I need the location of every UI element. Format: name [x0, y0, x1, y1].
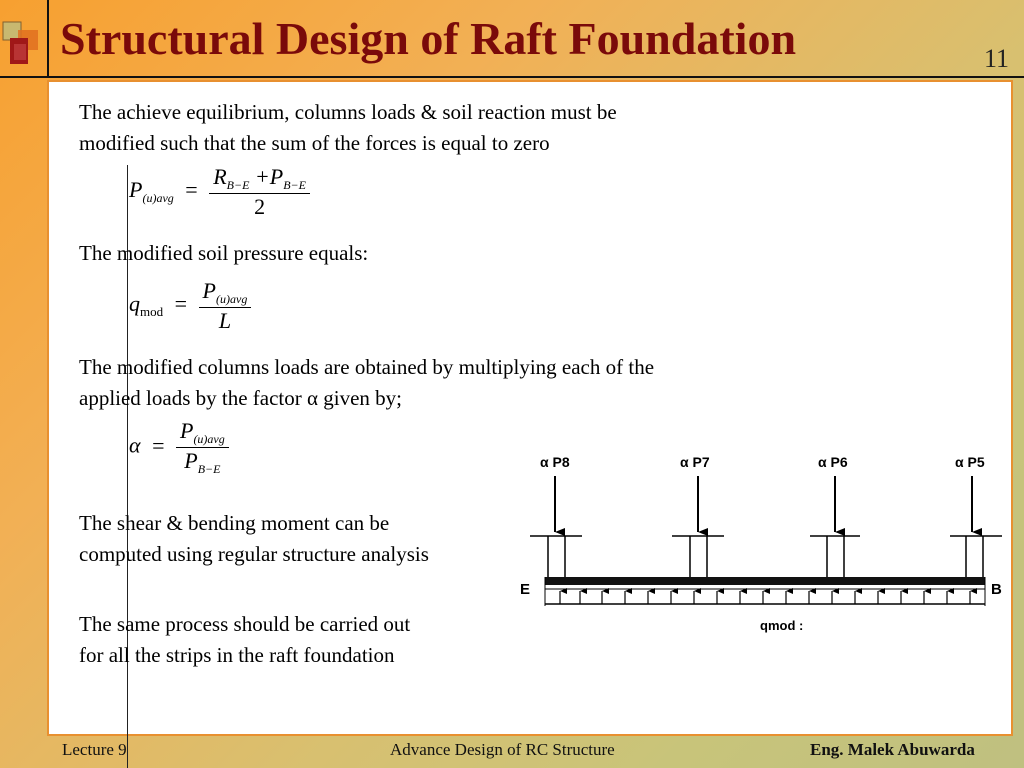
header-divider-horizontal: [0, 76, 1024, 78]
load-label: α P7: [680, 454, 710, 470]
footer-lecture: Lecture 9: [62, 740, 127, 759]
eq-symbol: P: [184, 448, 198, 473]
eq-symbol: P: [129, 177, 143, 203]
load-label: α P8: [540, 454, 570, 470]
eq-subscript: B−E: [226, 178, 250, 192]
eq-numerator: [199, 278, 252, 308]
eq-subscript: (u)avg: [216, 292, 248, 306]
eq-numerator: [176, 418, 229, 448]
equation-alpha: [129, 418, 229, 477]
eq-symbol: α: [129, 432, 141, 458]
load-label: α P6: [818, 454, 848, 470]
beam: [545, 577, 985, 585]
eq-denominator: [199, 308, 252, 334]
slide-number: 11: [984, 44, 1010, 73]
beam-end-label: E: [520, 581, 531, 598]
paragraph-line: The same process should be carried out: [79, 612, 411, 636]
eq-fraction: [209, 164, 310, 220]
soil-reaction-arrows: [560, 591, 970, 604]
eq-numerator: [209, 164, 310, 194]
paragraph-line: modified such that the sum of the forces is equal to zero: [79, 131, 550, 155]
eq-fraction: [199, 278, 252, 334]
paragraph-line: for all the strips in the raft foundation: [79, 643, 395, 667]
equation-q-mod: [129, 278, 251, 334]
footer-author: Eng. Malek Abuwarda: [810, 740, 975, 759]
eq-subscript: (u)avg: [142, 191, 174, 206]
eq-subscript: B−E: [283, 178, 306, 192]
logo-squares: [0, 0, 46, 76]
eq-symbol: P: [179, 418, 194, 443]
paragraph-equilibrium: [79, 97, 617, 159]
eq-symbol: q: [129, 291, 140, 317]
paragraph-shear-moment: [79, 508, 429, 570]
slide-title: Structural Design of Raft Foundation: [60, 13, 797, 64]
paragraph-line: The achieve equilibrium, columns loads & soil reaction must be: [79, 100, 617, 124]
eq-symbol: R: [213, 164, 227, 189]
eq-denominator: [176, 448, 229, 477]
eq-subscript: (u)avg: [193, 432, 225, 446]
pressure-label: qmod :: [760, 618, 804, 633]
paragraph-same-process: [79, 609, 410, 671]
paragraph-line: The modified columns loads are obtained by multiplying each of the: [79, 355, 655, 379]
eq-equals: =: [152, 432, 165, 458]
load-label: α P5: [955, 454, 985, 470]
eq-equals: =: [185, 177, 198, 203]
eq-symbol: L: [218, 308, 232, 333]
paragraph-soil-pressure: The modified soil pressure equals:: [79, 241, 369, 265]
paragraph-line: computed using regular structure analysis: [79, 542, 429, 566]
eq-fraction: [176, 418, 229, 477]
raft-strip-diagram: [510, 450, 1010, 645]
eq-symbol: P: [202, 278, 216, 303]
header-divider-vertical: [47, 0, 49, 78]
eq-subscript: mod: [140, 304, 164, 320]
paragraph-column-loads: [79, 352, 654, 414]
equation-p-avg: [129, 164, 310, 220]
footer-course: Advance Design of RC Structure: [390, 740, 615, 759]
eq-equals: =: [174, 291, 188, 317]
paragraph-line: The shear & bending moment can be: [79, 511, 390, 535]
eq-symbol: +P: [254, 164, 284, 189]
eq-denominator: 2: [254, 194, 266, 219]
paragraph-line: applied loads by the factor α given by;: [79, 386, 402, 410]
beam-end-label: B: [991, 581, 1002, 598]
eq-subscript: B−E: [197, 462, 221, 476]
